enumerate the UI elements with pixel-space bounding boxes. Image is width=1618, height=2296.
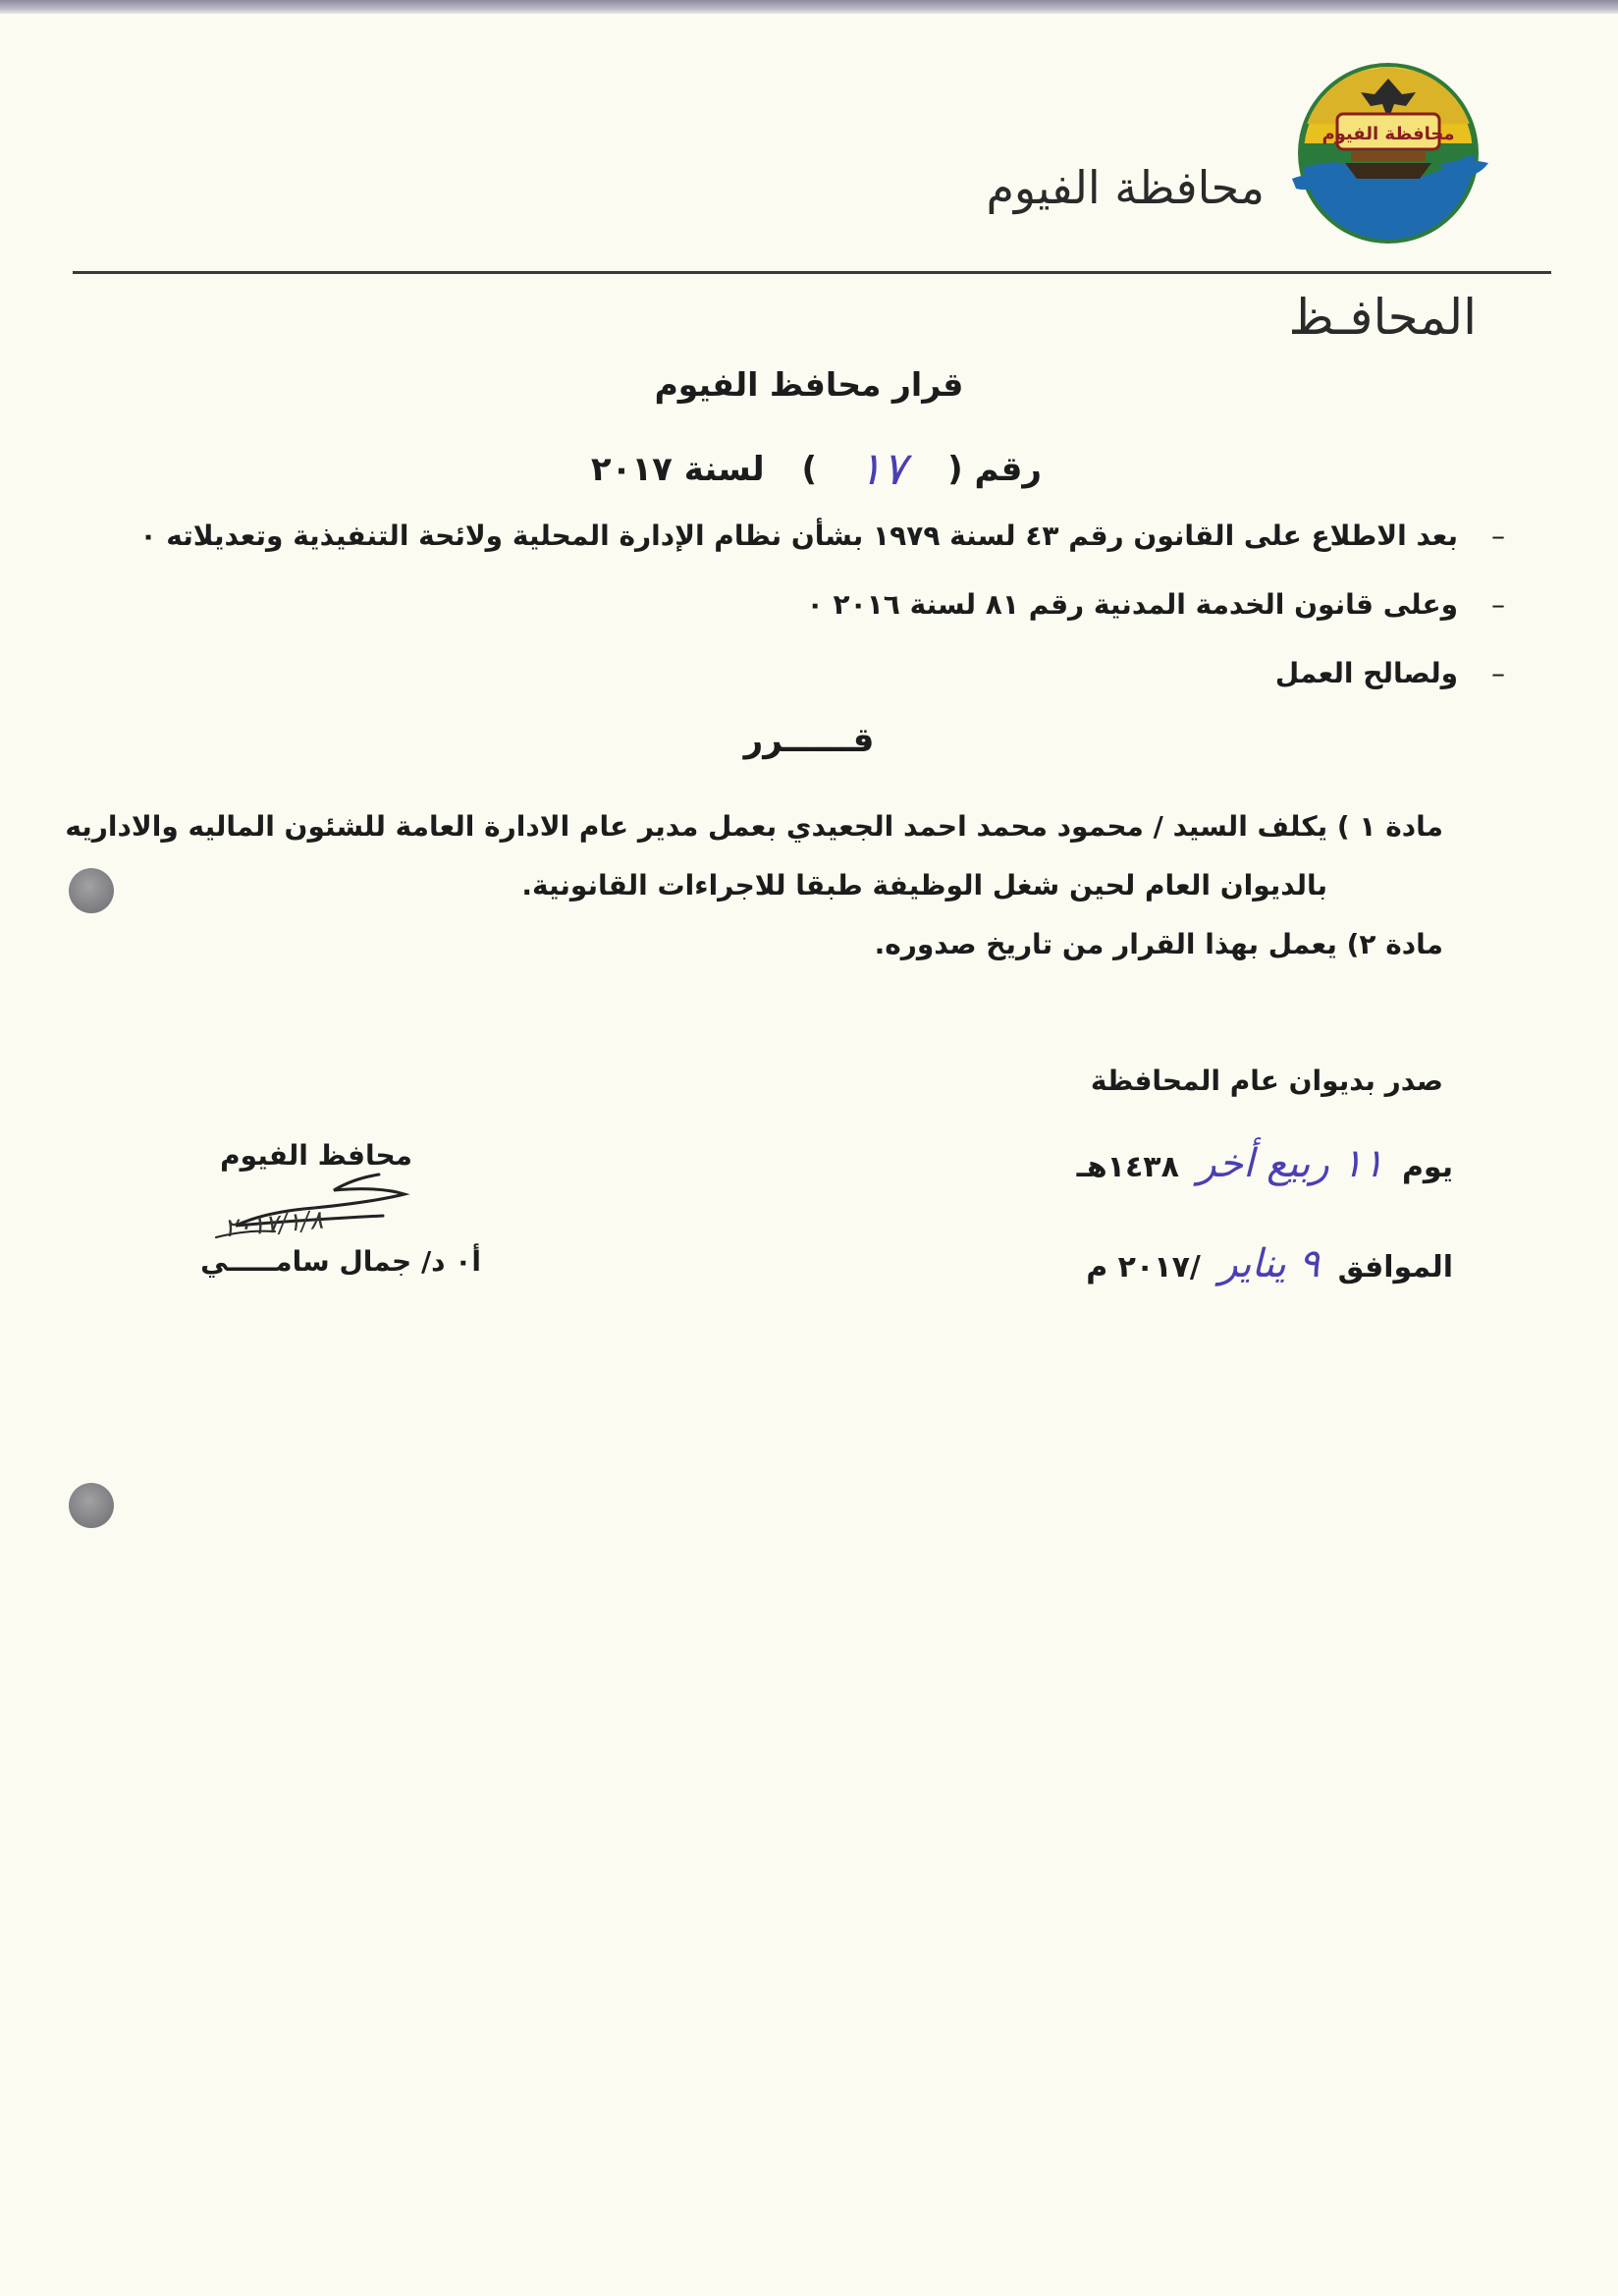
header-divider	[73, 271, 1551, 274]
gregorian-date-line	[1086, 1241, 1453, 1286]
signature-block	[147, 1139, 481, 1316]
document-page	[0, 14, 1618, 2296]
governorate-name: محافظة الفيوم	[986, 161, 1265, 214]
hijri-date-handwritten: ١١ ربيع أخر	[1197, 1141, 1384, 1186]
punch-hole	[69, 1483, 114, 1528]
governorate-logo	[1292, 55, 1492, 251]
hijri-year: ١٤٣٨هـ	[1076, 1150, 1179, 1184]
article-1: مادة ١ ) يكلف السيد / محمود محمد احمد الجعيدي بعمل مدير عام الادارة العامة للشئون الماليه والاداريه	[65, 810, 1443, 843]
number-label: رقم (	[947, 450, 1042, 489]
decision-title: قرار محافظ الفيوم	[654, 365, 964, 404]
logo-text: محافظة الفيوم	[1321, 124, 1455, 144]
hijri-prefix: يوم	[1401, 1150, 1453, 1184]
scan-top-edge	[0, 0, 1618, 14]
decision-year: لسنة ٢٠١٧	[590, 450, 765, 489]
decision-number-handwritten: ١٧	[857, 442, 907, 495]
premise-item: –ولصالح العمل	[1274, 657, 1505, 689]
premises-list	[139, 507, 1505, 713]
greg-prefix: الموافق	[1337, 1250, 1453, 1285]
greg-date-handwritten: ٩ يناير	[1218, 1241, 1321, 1286]
articles	[65, 797, 1443, 974]
article-2: مادة ٢) يعمل بهذا القرار من تاريخ صدوره.	[874, 928, 1443, 960]
punch-hole	[69, 868, 114, 913]
premise-item: –وعلى قانون الخدمة المدنية رقم ٨١ لسنة ٢٠١٦ ٠	[806, 588, 1505, 621]
article-1-continuation: بالديوان العام لحين شغل الوظيفة طبقا للاجراءات القانونية.	[521, 869, 1327, 902]
issued-at: صدر بديوان عام المحافظة	[1090, 1065, 1443, 1097]
signature-title: محافظ الفيوم	[220, 1139, 412, 1172]
number-close: )	[801, 450, 818, 489]
hijri-date-line	[1077, 1141, 1453, 1186]
office-title: المحافـظ	[1288, 289, 1477, 346]
signatory-name: أ٠ د/ جمال سامـــــي	[200, 1245, 481, 1278]
premise-item: –بعد الاطلاع على القانون رقم ٤٣ لسنة ١٩٧٩ بشأن نظام الإدارة المحلية ولائحة التنفيذية وتعديلاته ٠	[139, 519, 1505, 552]
signature-date-handwritten: ٢٠١٧/١/٨	[222, 1205, 325, 1244]
greg-year: /٢٠١٧ م	[1086, 1250, 1201, 1285]
decides-heading: قــــــرر	[743, 721, 875, 760]
decision-number-line	[591, 442, 1042, 495]
